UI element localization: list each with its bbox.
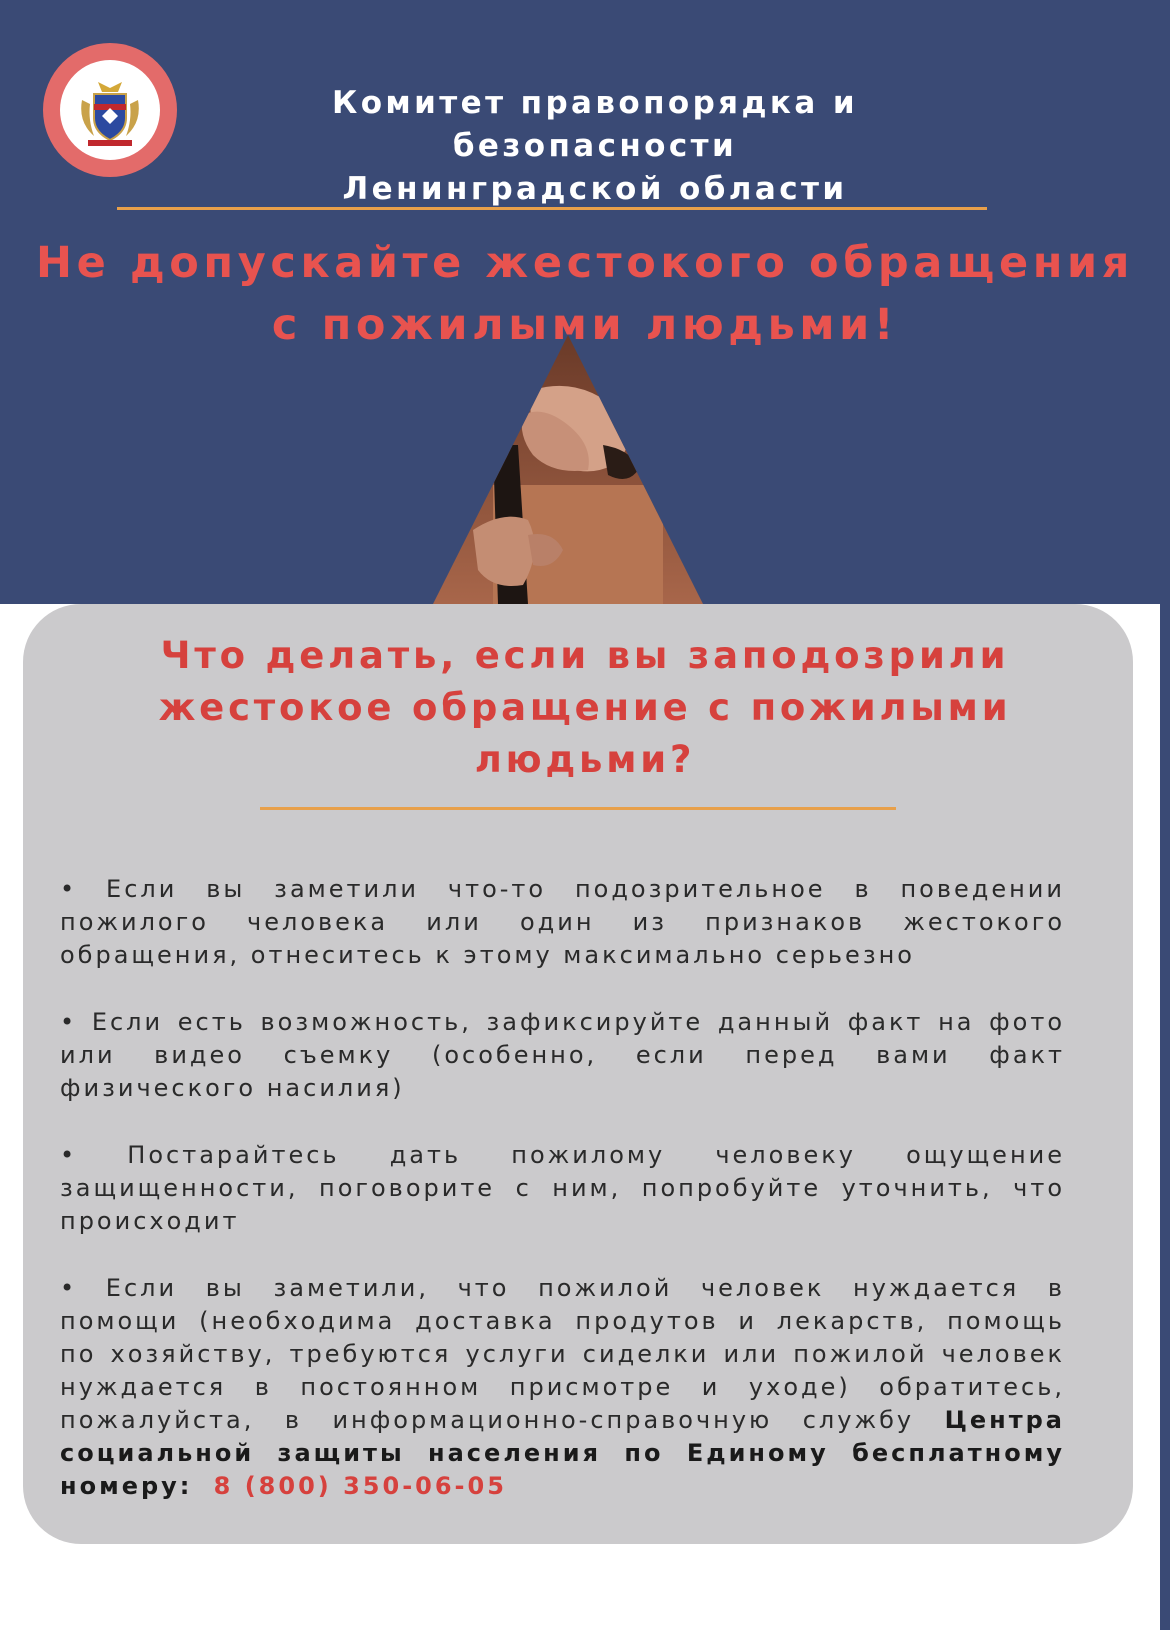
advice-line [60,1404,1065,1437]
advice-line [60,1470,1065,1503]
advice-line: помощи (необходима доставка продутов и лекарств, помощь [60,1307,1065,1335]
card-divider [260,807,896,810]
advice-line [60,1437,1065,1470]
advice-line: пожилого человека или один из признаков жестокого [60,908,1065,936]
service-name: номеру: [60,1472,193,1500]
card-title [100,630,1070,786]
advice-item [60,873,1065,972]
elderly-hands-photo [433,335,703,604]
service-name: Центра [944,1406,1065,1434]
advice-line: происходит [60,1207,240,1235]
main-headline-line: с пожилыми людьми! [271,300,899,350]
advice-line: • Если вы заметили что-то подозрительное в поведении [60,875,1065,903]
advice-line: физического насилия) [60,1074,405,1102]
card-title-line: жестокое обращение с пожилыми [158,686,1012,729]
organization-name-line: Ленинградской области [342,171,848,207]
card-title-line: людьми? [474,738,696,781]
advice-line: по хозяйству, требуются услуги сиделки или пожилой человек [60,1340,1065,1368]
organization-name [185,82,1005,211]
main-headline [20,232,1150,356]
advice-item [60,1139,1065,1238]
advice-line: • Если вы заметили, что пожилой человек нуждается в [60,1274,1065,1302]
service-name: социальной защиты населения по Единому бесплатному [60,1439,1065,1467]
card-title-line: Что делать, если вы заподозрили [160,634,1010,677]
advice-line: или видео съемку (особенно, если перед вами факт [60,1041,1065,1069]
advice-line: нуждается в постоянном присмотре и уходе) обратитесь, [60,1373,1065,1401]
advice-text: пожалуйста, в информационно-справочную службу [60,1406,945,1434]
organization-name-line: Комитет правопорядка и безопасности [331,85,858,164]
police-emblem-icon [43,43,177,177]
advice-line: • Если есть возможность, зафиксируйте данный факт на фото [60,1008,1065,1036]
advice-item [60,1006,1065,1105]
advice-line: • Постарайтесь дать пожилому человеку ощущение [60,1141,1065,1169]
advice-item [60,1272,1065,1503]
main-headline-line: Не допускайте жестокого обращения [36,238,1134,288]
header-divider [117,207,987,210]
advice-line: защищенности, поговорите с ним, попробуйте уточнить, что [60,1174,1065,1202]
hotline-phone-number[interactable]: 8 (800) 350-06-05 [213,1472,507,1500]
advice-line: обращения, отнеситесь к этому максимально серьезно [60,941,915,969]
side-strip [1160,604,1170,1630]
